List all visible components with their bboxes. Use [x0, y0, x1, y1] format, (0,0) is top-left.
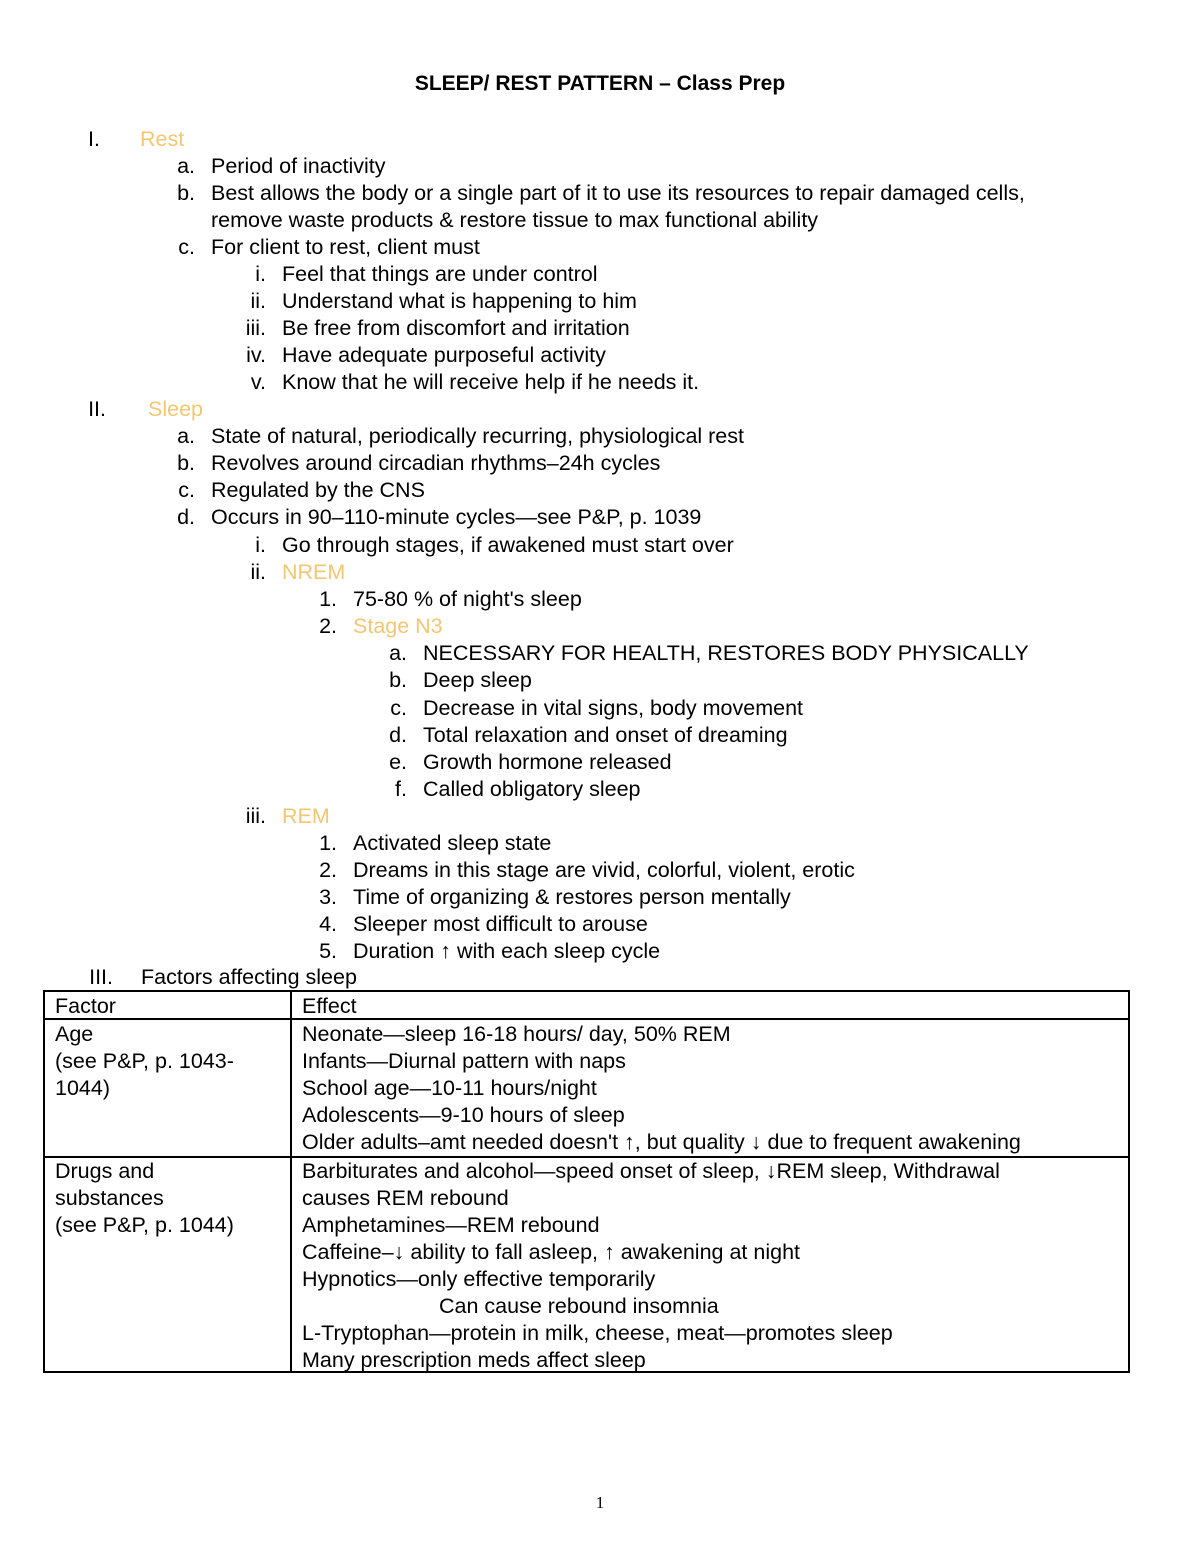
table-cell-effect: Barbiturates and alcohol—speed onset of sleep, ↓REM sleep, Withdrawal: [302, 1159, 1000, 1183]
outline-marker: i.: [255, 533, 266, 557]
outline-marker: d.: [177, 505, 195, 529]
page-number: 1: [595, 1493, 605, 1512]
outline-marker: v.: [250, 370, 266, 394]
outline-marker: 4.: [319, 912, 337, 936]
outline-marker: iii.: [245, 804, 266, 828]
table-cell-effect: Older adults–amt needed doesn't ↑, but quality ↓ due to frequent awakening: [302, 1130, 1021, 1154]
outline-marker: II.: [88, 397, 106, 421]
outline-text: Be free from discomfort and irritation: [282, 316, 630, 340]
outline-marker: c.: [178, 478, 195, 502]
outline-text: Total relaxation and onset of dreaming: [423, 723, 788, 747]
outline-marker: 2.: [319, 614, 337, 638]
table-cell-factor: Drugs and: [55, 1159, 155, 1183]
outline-marker: 5.: [319, 939, 337, 963]
outline-marker: d.: [389, 723, 407, 747]
outline-text: 75-80 % of night's sleep: [353, 587, 582, 611]
outline-text: Growth hormone released: [423, 750, 672, 774]
table-cell-factor: substances: [55, 1186, 164, 1210]
table-cell-effect: Adolescents—9-10 hours of sleep: [302, 1103, 625, 1127]
outline-marker: iii.: [245, 316, 266, 340]
outline-marker: 2.: [319, 858, 337, 882]
outline-marker: b.: [389, 668, 407, 692]
table-header-factor: Factor: [55, 994, 116, 1018]
outline-text: remove waste products & restore tissue to max functional ability: [211, 208, 819, 232]
outline-text: Time of organizing & restores person mentally: [353, 885, 791, 909]
outline-marker: 1.: [319, 831, 337, 855]
outline-text: Decrease in vital signs, body movement: [423, 696, 804, 720]
table-cell-effect: L-Tryptophan—protein in milk, cheese, meat—promotes sleep: [302, 1321, 893, 1345]
outline-text: Regulated by the CNS: [211, 478, 425, 502]
outline-marker: 3.: [319, 885, 337, 909]
factors-table: [43, 990, 1130, 1373]
table-cell-effect: Infants—Diurnal pattern with naps: [302, 1049, 626, 1073]
outline-marker: I.: [88, 127, 100, 151]
table-cell-factor: 1044): [55, 1076, 110, 1100]
table-cell-effect: Many prescription meds affect sleep: [302, 1348, 646, 1372]
table-cell-effect: Neonate—sleep 16-18 hours/ day, 50% REM: [302, 1022, 731, 1046]
outline-text: Know that he will receive help if he needs it.: [282, 370, 700, 394]
table-cell-factor: (see P&P, p. 1044): [55, 1213, 234, 1237]
outline-text: NECESSARY FOR HEALTH, RESTORES BODY PHYSICALLY: [423, 641, 1029, 665]
outline-text: Duration ↑ with each sleep cycle: [353, 939, 661, 963]
outline-marker: a.: [177, 424, 195, 448]
outline-heading-label: Factors affecting sleep: [141, 965, 357, 989]
outline-heading-label: Rest: [140, 127, 185, 151]
outline-text: State of natural, periodically recurring, physiological rest: [211, 424, 744, 448]
outline-text: Revolves around circadian rhythms–24h cycles: [211, 451, 661, 475]
table-cell-factor: (see P&P, p. 1043-: [55, 1049, 234, 1073]
table-row-divider: [45, 1018, 1128, 1020]
outline-marker: ii.: [250, 560, 266, 584]
outline-text: For client to rest, client must: [211, 235, 480, 259]
outline-text: Feel that things are under control: [282, 262, 598, 286]
table-cell-effect: causes REM rebound: [302, 1186, 509, 1210]
outline-text: Understand what is happening to him: [282, 289, 637, 313]
table-header-effect: Effect: [302, 994, 357, 1018]
outline-marker: a.: [389, 641, 407, 665]
outline-marker: c.: [390, 696, 407, 720]
table-cell-effect: Hypnotics—only effective temporarily: [302, 1267, 656, 1291]
outline-text: Have adequate purposeful activity: [282, 343, 606, 367]
outline-marker: a.: [177, 154, 195, 178]
outline-marker: b.: [177, 181, 195, 205]
outline-text: Dreams in this stage are vivid, colorful, violent, erotic: [353, 858, 855, 882]
outline-marker: i.: [255, 262, 266, 286]
outline-marker: e.: [389, 750, 407, 774]
page-title: SLEEP/ REST PATTERN – Class Prep: [414, 72, 786, 95]
outline-marker: c.: [178, 235, 195, 259]
outline-text: Deep sleep: [423, 668, 532, 692]
outline-heading-label: Stage N3: [353, 614, 443, 638]
outline-text: Occurs in 90–110-minute cycles—see P&P, p. 1039: [211, 505, 702, 529]
outline-marker: III.: [89, 965, 113, 989]
outline-text: Best allows the body or a single part of it to use its resources to repair damaged cells,: [211, 181, 1025, 205]
outline-text: Called obligatory sleep: [423, 777, 641, 801]
table-cell-effect: Can cause rebound insomnia: [439, 1294, 719, 1318]
table-cell-effect: Amphetamines—REM rebound: [302, 1213, 600, 1237]
table-column-divider: [290, 992, 292, 1371]
outline-marker: 1.: [319, 587, 337, 611]
table-cell-effect: Caffeine–↓ ability to fall asleep, ↑ awakening at night: [302, 1240, 800, 1264]
outline-marker: b.: [177, 451, 195, 475]
outline-marker: iv.: [246, 343, 266, 367]
outline-text: Period of inactivity: [211, 154, 386, 178]
outline-marker: f.: [395, 777, 407, 801]
table-cell-factor: Age: [55, 1022, 94, 1046]
outline-heading-label: REM: [282, 804, 330, 828]
outline-heading-label: Sleep: [148, 397, 203, 421]
outline-heading-label: NREM: [282, 560, 346, 584]
outline-marker: ii.: [250, 289, 266, 313]
outline-text: Activated sleep state: [353, 831, 552, 855]
outline-text: Sleeper most difficult to arouse: [353, 912, 648, 936]
outline-text: Go through stages, if awakened must start over: [282, 533, 734, 557]
table-cell-effect: School age—10-11 hours/night: [302, 1076, 597, 1100]
